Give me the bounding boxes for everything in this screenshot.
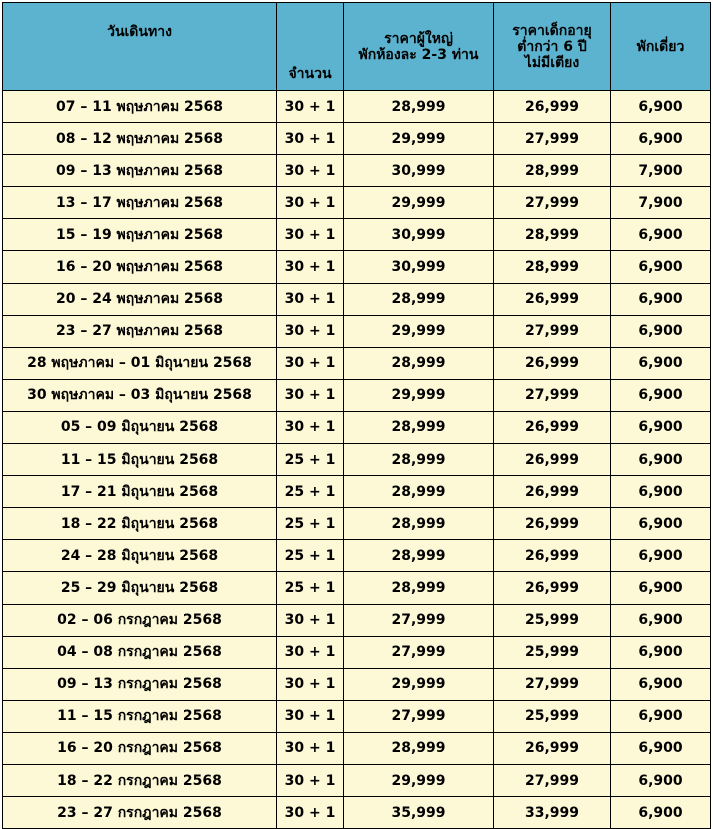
seat-count-cell: 30 + 1 [277, 155, 344, 187]
child-price-cell: 25,999 [494, 700, 611, 732]
child-price-cell: 26,999 [494, 508, 611, 540]
header-row [3, 3, 711, 91]
adult-price-cell: 28,999 [344, 411, 494, 443]
adult-price-cell: 28,999 [344, 347, 494, 379]
child-price-cell: 26,999 [494, 732, 611, 764]
header-adult-price-line-2: พักห้องละ 2-3 ท่าน [358, 46, 479, 63]
single-supplement-cell: 6,900 [611, 508, 711, 540]
seat-count-cell: 30 + 1 [277, 411, 344, 443]
seat-count-cell: 30 + 1 [277, 668, 344, 700]
child-price-cell: 27,999 [494, 764, 611, 796]
table-row [3, 219, 711, 251]
adult-price-cell: 28,999 [344, 572, 494, 604]
single-supplement-cell: 6,900 [611, 668, 711, 700]
travel-date-cell: 18 – 22 กรกฎาคม 2568 [3, 764, 277, 796]
header-child-price-line-3: ไม่มีเตียง [524, 54, 580, 71]
single-supplement-cell: 6,900 [611, 379, 711, 411]
travel-date-cell: 30 พฤษภาคม – 03 มิถุนายน 2568 [3, 379, 277, 411]
header-adult-price [344, 3, 494, 91]
adult-price-cell: 28,999 [344, 476, 494, 508]
seat-count-cell: 30 + 1 [277, 187, 344, 219]
travel-date-cell: 09 – 13 กรกฎาคม 2568 [3, 668, 277, 700]
table-body [3, 91, 711, 829]
seat-count-cell: 25 + 1 [277, 508, 344, 540]
seat-count-cell: 25 + 1 [277, 540, 344, 572]
child-price-cell: 26,999 [494, 572, 611, 604]
child-price-cell: 27,999 [494, 187, 611, 219]
table-header [3, 3, 711, 91]
single-supplement-cell: 7,900 [611, 155, 711, 187]
travel-date-cell: 16 – 20 กรกฎาคม 2568 [3, 732, 277, 764]
header-child-price [494, 3, 611, 91]
travel-date-cell: 07 – 11 พฤษภาคม 2568 [3, 91, 277, 123]
adult-price-cell: 29,999 [344, 379, 494, 411]
seat-count-cell: 30 + 1 [277, 636, 344, 668]
adult-price-cell: 27,999 [344, 636, 494, 668]
adult-price-cell: 28,999 [344, 508, 494, 540]
single-supplement-cell: 6,900 [611, 91, 711, 123]
child-price-cell: 28,999 [494, 219, 611, 251]
table-row [3, 540, 711, 572]
single-supplement-cell: 6,900 [611, 476, 711, 508]
table-row [3, 700, 711, 732]
adult-price-cell: 29,999 [344, 764, 494, 796]
travel-date-cell: 08 – 12 พฤษภาคม 2568 [3, 123, 277, 155]
header-child-price-line-2: ต่ำกว่า 6 ปี [517, 38, 587, 55]
table-row [3, 347, 711, 379]
header-child-price-line-1: ราคาเด็กอายุ [512, 22, 592, 39]
adult-price-cell: 27,999 [344, 700, 494, 732]
single-supplement-cell: 6,900 [611, 540, 711, 572]
seat-count-cell: 30 + 1 [277, 91, 344, 123]
single-supplement-cell: 7,900 [611, 187, 711, 219]
seat-count-cell: 30 + 1 [277, 764, 344, 796]
adult-price-cell: 28,999 [344, 444, 494, 476]
child-price-cell: 25,999 [494, 604, 611, 636]
seat-count-cell: 30 + 1 [277, 700, 344, 732]
travel-date-cell: 23 – 27 พฤษภาคม 2568 [3, 315, 277, 347]
table-row [3, 732, 711, 764]
single-supplement-cell: 6,900 [611, 411, 711, 443]
adult-price-cell: 28,999 [344, 91, 494, 123]
single-supplement-cell: 6,900 [611, 315, 711, 347]
seat-count-cell: 25 + 1 [277, 444, 344, 476]
travel-date-cell: 20 – 24 พฤษภาคม 2568 [3, 283, 277, 315]
seat-count-cell: 25 + 1 [277, 476, 344, 508]
adult-price-cell: 28,999 [344, 540, 494, 572]
table-row [3, 444, 711, 476]
child-price-cell: 26,999 [494, 444, 611, 476]
travel-date-cell: 11 – 15 มิถุนายน 2568 [3, 444, 277, 476]
single-supplement-cell: 6,900 [611, 636, 711, 668]
travel-date-cell: 13 – 17 พฤษภาคม 2568 [3, 187, 277, 219]
single-supplement-cell: 6,900 [611, 604, 711, 636]
single-supplement-cell: 6,900 [611, 732, 711, 764]
single-supplement-cell: 6,900 [611, 283, 711, 315]
seat-count-cell: 30 + 1 [277, 219, 344, 251]
seat-count-cell: 30 + 1 [277, 251, 344, 283]
seat-count-cell: 30 + 1 [277, 123, 344, 155]
child-price-cell: 27,999 [494, 315, 611, 347]
child-price-cell: 27,999 [494, 379, 611, 411]
header-seat-count: จำนวน [277, 3, 344, 91]
adult-price-cell: 28,999 [344, 732, 494, 764]
table-row [3, 604, 711, 636]
single-supplement-cell: 6,900 [611, 572, 711, 604]
single-supplement-cell: 6,900 [611, 219, 711, 251]
travel-date-cell: 11 – 15 กรกฎาคม 2568 [3, 700, 277, 732]
table-row [3, 187, 711, 219]
adult-price-cell: 29,999 [344, 123, 494, 155]
table-row [3, 476, 711, 508]
child-price-cell: 26,999 [494, 91, 611, 123]
travel-date-cell: 25 – 29 มิถุนายน 2568 [3, 572, 277, 604]
child-price-cell: 25,999 [494, 636, 611, 668]
travel-date-cell: 23 – 27 กรกฎาคม 2568 [3, 797, 277, 829]
child-price-cell: 28,999 [494, 251, 611, 283]
table-row [3, 251, 711, 283]
single-supplement-cell: 6,900 [611, 444, 711, 476]
child-price-cell: 26,999 [494, 411, 611, 443]
child-price-cell: 26,999 [494, 283, 611, 315]
table-row [3, 283, 711, 315]
table-row [3, 91, 711, 123]
single-supplement-cell: 6,900 [611, 347, 711, 379]
tour-price-table [2, 2, 711, 829]
child-price-cell: 28,999 [494, 155, 611, 187]
adult-price-cell: 30,999 [344, 251, 494, 283]
travel-date-cell: 28 พฤษภาคม – 01 มิถุนายน 2568 [3, 347, 277, 379]
adult-price-cell: 27,999 [344, 604, 494, 636]
seat-count-cell: 30 + 1 [277, 797, 344, 829]
adult-price-cell: 29,999 [344, 187, 494, 219]
table-row [3, 315, 711, 347]
seat-count-cell: 30 + 1 [277, 347, 344, 379]
travel-date-cell: 15 – 19 พฤษภาคม 2568 [3, 219, 277, 251]
travel-date-cell: 24 – 28 มิถุนายน 2568 [3, 540, 277, 572]
single-supplement-cell: 6,900 [611, 797, 711, 829]
header-travel-date: วันเดินทาง [3, 3, 277, 91]
table-row [3, 123, 711, 155]
single-supplement-cell: 6,900 [611, 251, 711, 283]
adult-price-cell: 35,999 [344, 797, 494, 829]
table-row [3, 764, 711, 796]
seat-count-cell: 30 + 1 [277, 283, 344, 315]
child-price-cell: 33,999 [494, 797, 611, 829]
child-price-cell: 27,999 [494, 668, 611, 700]
travel-date-cell: 05 – 09 มิถุนายน 2568 [3, 411, 277, 443]
travel-date-cell: 18 – 22 มิถุนายน 2568 [3, 508, 277, 540]
table-row [3, 155, 711, 187]
adult-price-cell: 30,999 [344, 219, 494, 251]
seat-count-cell: 30 + 1 [277, 315, 344, 347]
single-supplement-cell: 6,900 [611, 123, 711, 155]
travel-date-cell: 04 – 08 กรกฎาคม 2568 [3, 636, 277, 668]
adult-price-cell: 30,999 [344, 155, 494, 187]
travel-date-cell: 16 – 20 พฤษภาคม 2568 [3, 251, 277, 283]
child-price-cell: 26,999 [494, 540, 611, 572]
single-supplement-cell: 6,900 [611, 764, 711, 796]
price-table-container [2, 2, 710, 829]
single-supplement-cell: 6,900 [611, 700, 711, 732]
header-single-supplement: พักเดี่ยว [611, 3, 711, 91]
table-row [3, 572, 711, 604]
table-row [3, 636, 711, 668]
seat-count-cell: 30 + 1 [277, 732, 344, 764]
travel-date-cell: 02 – 06 กรกฎาคม 2568 [3, 604, 277, 636]
travel-date-cell: 09 – 13 พฤษภาคม 2568 [3, 155, 277, 187]
header-adult-price-line-1: ราคาผู้ใหญ่ [384, 30, 453, 47]
child-price-cell: 26,999 [494, 476, 611, 508]
adult-price-cell: 28,999 [344, 283, 494, 315]
child-price-cell: 27,999 [494, 123, 611, 155]
adult-price-cell: 29,999 [344, 668, 494, 700]
seat-count-cell: 25 + 1 [277, 572, 344, 604]
adult-price-cell: 29,999 [344, 315, 494, 347]
table-row [3, 379, 711, 411]
table-row [3, 508, 711, 540]
travel-date-cell: 17 – 21 มิถุนายน 2568 [3, 476, 277, 508]
table-row [3, 668, 711, 700]
seat-count-cell: 30 + 1 [277, 379, 344, 411]
table-row [3, 797, 711, 829]
child-price-cell: 26,999 [494, 347, 611, 379]
seat-count-cell: 30 + 1 [277, 604, 344, 636]
table-row [3, 411, 711, 443]
